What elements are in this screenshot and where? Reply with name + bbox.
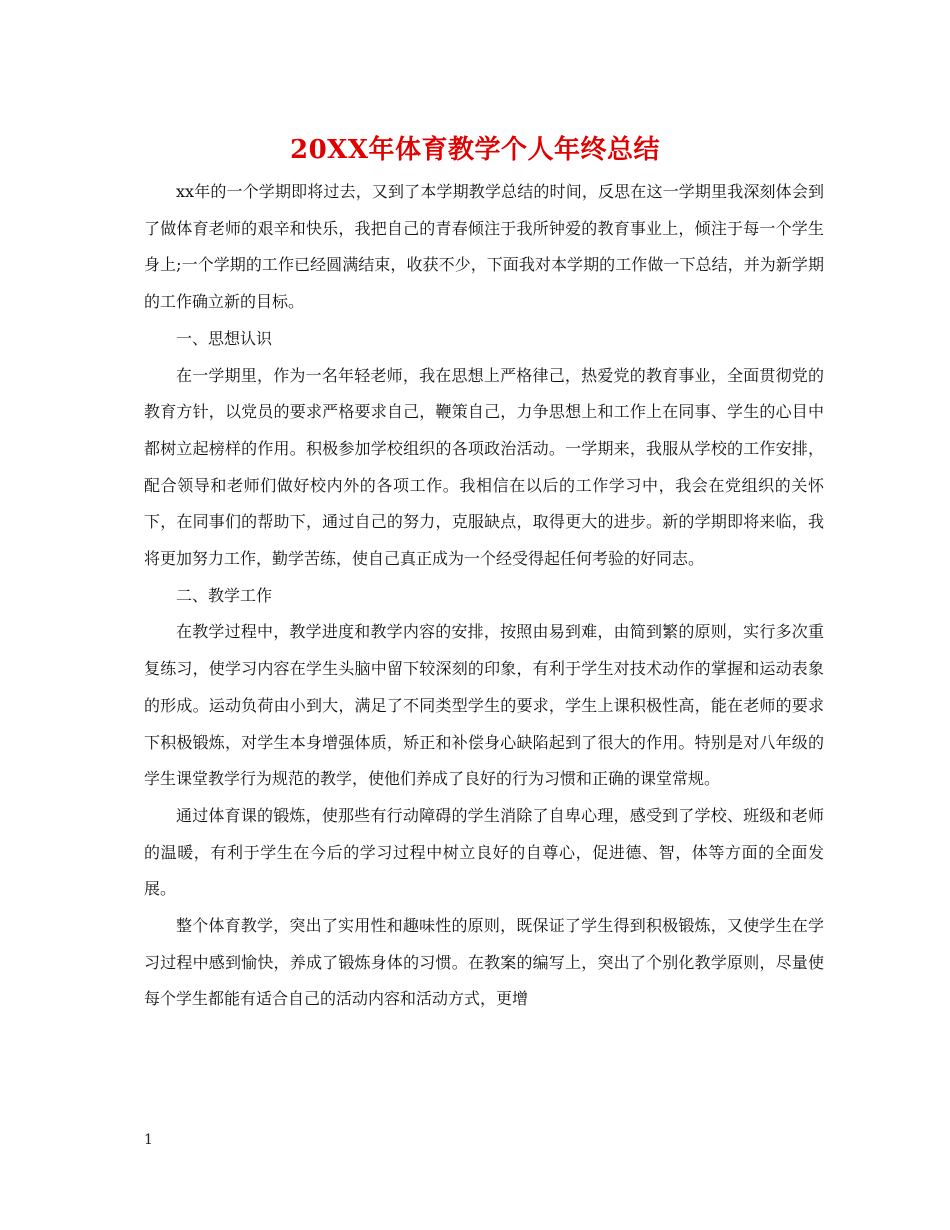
page-number: 1 bbox=[144, 1132, 153, 1148]
paragraph-thought: 在一学期里，作为一名年轻老师，我在思想上严格律己，热爱党的教育事业，全面贯彻党的教育方针，以党员的要求严格要求自己，鞭策自己，力争思想上和工作上在同事、学生的心目中都树立起榜样的作用。积极参加学校组织的各项政治活动。一学期来，我服从学校的工作安排，配合领导和老师们做好校内外的各项工作。我相信在以后的工作学习中，我会在党组织的关怀下，在同事们的帮助下，通过自己的努力，克服缺点，取得更大的进步。新的学期即将来临，我将更加努力工作，勤学苦练，使自己真正成为一个经受得起任何考验的好同志。 bbox=[144, 365, 824, 569]
paragraph-teaching-effect: 通过体育课的锻炼，使那些有行动障碍的学生消除了自卑心理，感受到了学校、班级和老师的温暖，有利于学生在今后的学习过程中树立良好的自尊心，促进德、智，体等方面的全面发展。 bbox=[144, 805, 824, 899]
paragraph-teaching-principles: 整个体育教学，突出了实用性和趣味性的原则，既保证了学生得到积极锻炼，又使学生在学习过程中感到愉快，养成了锻炼身体的习惯。在教案的编写上，突出了个别化教学原则，尽量使每个学生都能有适合自己的活动内容和活动方式，更增 bbox=[144, 916, 824, 1009]
document-title: 20XX年体育教学个人年终总结 bbox=[289, 135, 661, 165]
section-heading-thought: 一、思想认识 bbox=[176, 328, 273, 348]
document-body bbox=[144, 174, 824, 1018]
paragraph-intro: xx年的一个学期即将过去，又到了本学期教学总结的时间，反思在这一学期里我深刻体会到了做体育老师的艰辛和快乐，我把自己的青春倾注于我所钟爱的教育事业上，倾注于每一个学生身上;一个学期的工作已经圆满结束，收获不少，下面我对本学期的工作做一下总结，并为新学期的工作确立新的目标。 bbox=[144, 182, 824, 312]
paragraph-teaching-process: 在教学过程中，教学进度和教学内容的安排，按照由易到难，由简到繁的原则，实行多次重复练习，使学习内容在学生头脑中留下较深刻的印象，有利于学生对技术动作的掌握和运动表象的形成。运动负荷由小到大，满足了不同类型学生的要求，学生上课积极性高，能在老师的要求下积极锻炼，对学生本身增强体质，矫正和补偿身心缺陷起到了很大的作用。特别是对八年级的学生课堂教学行为规范的教学，使他们养成了良好的行为习惯和正确的课堂常规。 bbox=[144, 622, 824, 789]
section-heading-teaching: 二、教学工作 bbox=[176, 585, 273, 605]
